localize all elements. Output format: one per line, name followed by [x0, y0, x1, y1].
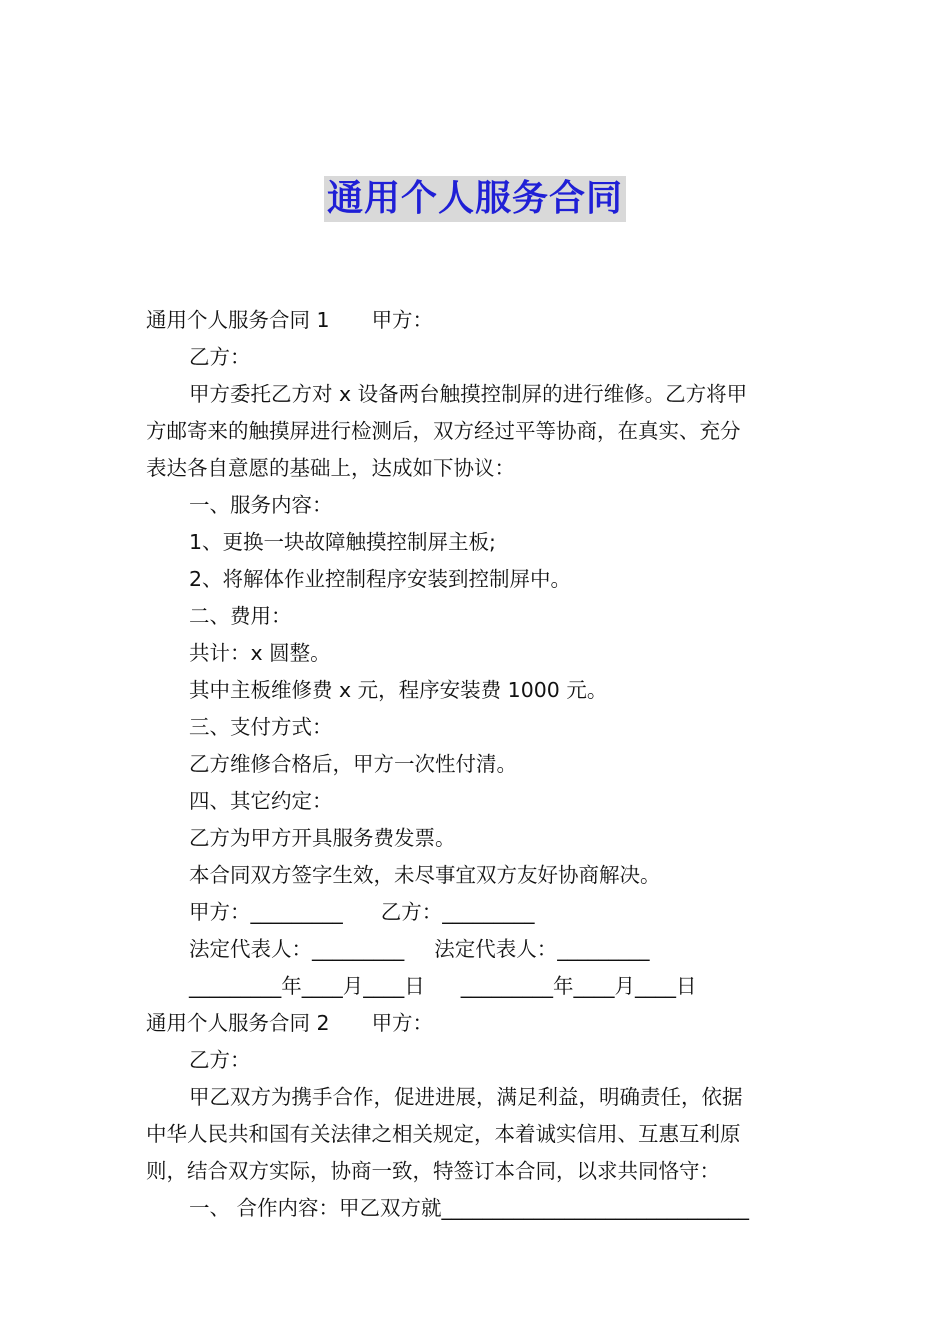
contract1-section2-detail: 其中主板维修费 x 元，程序安装费 1000 元。: [189, 678, 608, 702]
representative-party-a: 法定代表人：_________: [189, 937, 405, 961]
document-title-wrap: [0, 176, 950, 222]
contract2-party-a: 甲方：: [371, 1011, 434, 1035]
contract1-section4-text1: 乙方为甲方开具服务费发票。: [189, 826, 456, 850]
signature-party-a: 甲方：_________: [189, 900, 343, 924]
contract2-heading-line: [146, 1005, 806, 1042]
contract1-section2-total: 共计：x 圆整。: [189, 641, 331, 665]
date-party-b: _________年____月____日: [460, 974, 697, 998]
contract2-party-b: 乙方：: [189, 1048, 251, 1072]
contract1-section1-title: 一、服务内容：: [189, 493, 333, 517]
date-party-a: _________年____月____日: [189, 974, 425, 998]
contract2-section1-text: 一、 合作内容：甲乙双方就______________________________: [189, 1196, 750, 1220]
document-title: 通用个人服务合同: [324, 176, 626, 222]
contract1-section4-title: 四、其它约定：: [189, 789, 333, 813]
document-body: [146, 302, 806, 1227]
contract1-section1-item2: 2、将解体作业控制程序安装到控制屏中。: [189, 567, 572, 591]
signature-party-b: 乙方：_________: [380, 900, 535, 924]
contract2-intro-line-2: 中华人民共和国有关法律之相关规定，本着诚实信用、互惠互利原: [146, 1122, 741, 1146]
contract1-party-b: 乙方：: [189, 345, 251, 369]
contract1-intro-line-2: 方邮寄来的触摸屏进行检测后，双方经过平等协商，在真实、充分: [146, 419, 741, 443]
contract2-heading: 通用个人服务合同 2: [146, 1011, 330, 1035]
contract2-intro-line-3: 则，结合双方实际，协商一致，特签订本合同，以求共同恪守：: [146, 1159, 720, 1183]
contract1-heading: 通用个人服务合同 1: [146, 308, 330, 332]
contract2-intro-line-1: 甲乙双方为携手合作，促进进展，满足利益，明确责任，依据: [189, 1085, 743, 1109]
contract1-section1-item1: 1、更换一块故障触摸控制屏主板;: [189, 530, 496, 554]
contract1-representative-line: [146, 931, 806, 968]
contract1-date-line: [146, 968, 806, 1005]
contract1-section3-text: 乙方维修合格后，甲方一次性付清。: [189, 752, 517, 776]
contract1-section3-title: 三、支付方式：: [189, 715, 333, 739]
contract1-section4-text2: 本合同双方签字生效，未尽事宜双方友好协商解决。: [189, 863, 661, 887]
representative-party-b: 法定代表人：_________: [434, 937, 650, 961]
contract1-intro-line-3: 表达各自意愿的基础上，达成如下协议：: [146, 456, 515, 480]
contract1-intro-line-1: 甲方委托乙方对 x 设备两台触摸控制屏的进行维修。乙方将甲: [189, 382, 748, 406]
contract1-party-a: 甲方：: [371, 308, 434, 332]
contract1-section2-title: 二、费用：: [189, 604, 292, 628]
contract1-heading-line: [146, 302, 806, 339]
contract1-signature-line: [146, 894, 806, 931]
